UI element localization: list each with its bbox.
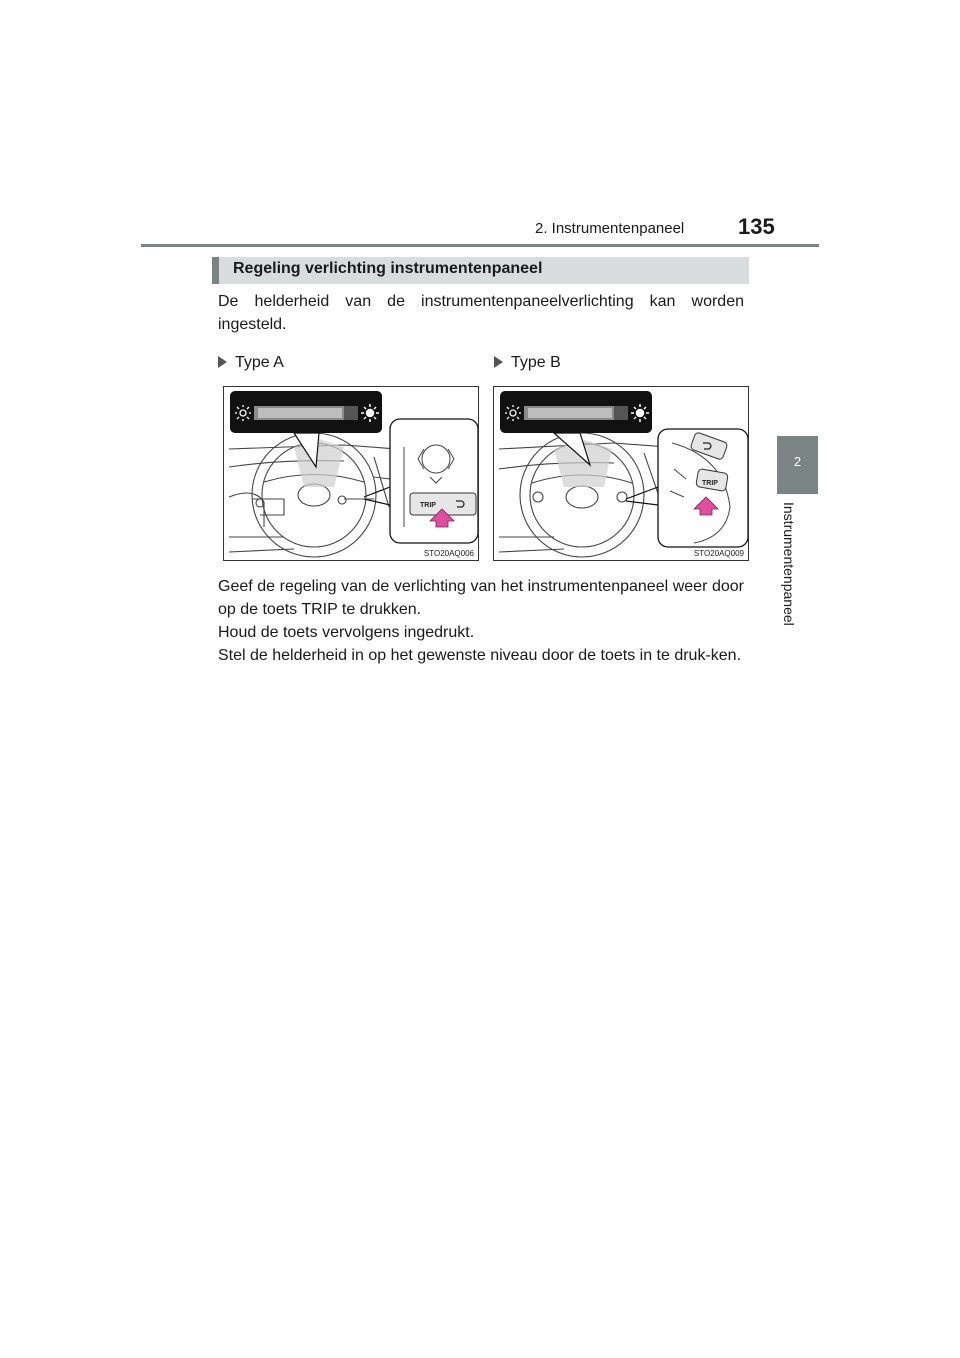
figure-label-type-a: [218, 354, 284, 372]
figure-type-b: [493, 386, 749, 561]
figure-label-text: Type A: [235, 354, 284, 371]
instruction-paragraph-1: Geef de regeling van de verlichting van het instrumentenpaneel weer door op de toets TRIP te drukken.: [218, 578, 744, 618]
instruction-line-adjust: Stel de helderheid in op het gewenste niveau door de toets in te druk-ken.: [218, 647, 742, 664]
section-heading-text: Regeling verlichting instrumentenpaneel: [233, 260, 543, 277]
chapter-side-tab: [777, 436, 818, 494]
dashboard-illustration-type-a: [224, 387, 479, 561]
figure-label-type-b: [494, 354, 561, 372]
chapter-side-label: Instrumentenpaneel: [781, 502, 797, 626]
figure-code: STO20AQ006: [423, 549, 474, 558]
trip-button-label: TRIP: [702, 480, 718, 487]
trip-button-label: TRIP: [420, 502, 436, 509]
intro-paragraph: De helderheid van de instrumentenpaneelverlichting kan worden ingesteld.: [218, 293, 744, 333]
chapter-side-tab-number: 2: [793, 454, 802, 469]
figure-label-text: Type B: [511, 354, 561, 371]
header-divider: [141, 244, 819, 247]
section-heading: [212, 257, 749, 284]
header-chapter-title: 2. Instrumentenpaneel: [535, 220, 685, 237]
instruction-paragraph-2: [218, 621, 744, 667]
page-number: 135: [738, 214, 775, 239]
dashboard-illustration-type-b: [494, 387, 749, 561]
triangle-bullet-icon: [494, 356, 503, 368]
instruction-line-hold: Houd de toets vervolgens ingedrukt.: [218, 624, 475, 641]
figure-type-a: [223, 386, 479, 561]
triangle-bullet-icon: [218, 356, 227, 368]
figure-code: STO20AQ009: [693, 549, 744, 558]
